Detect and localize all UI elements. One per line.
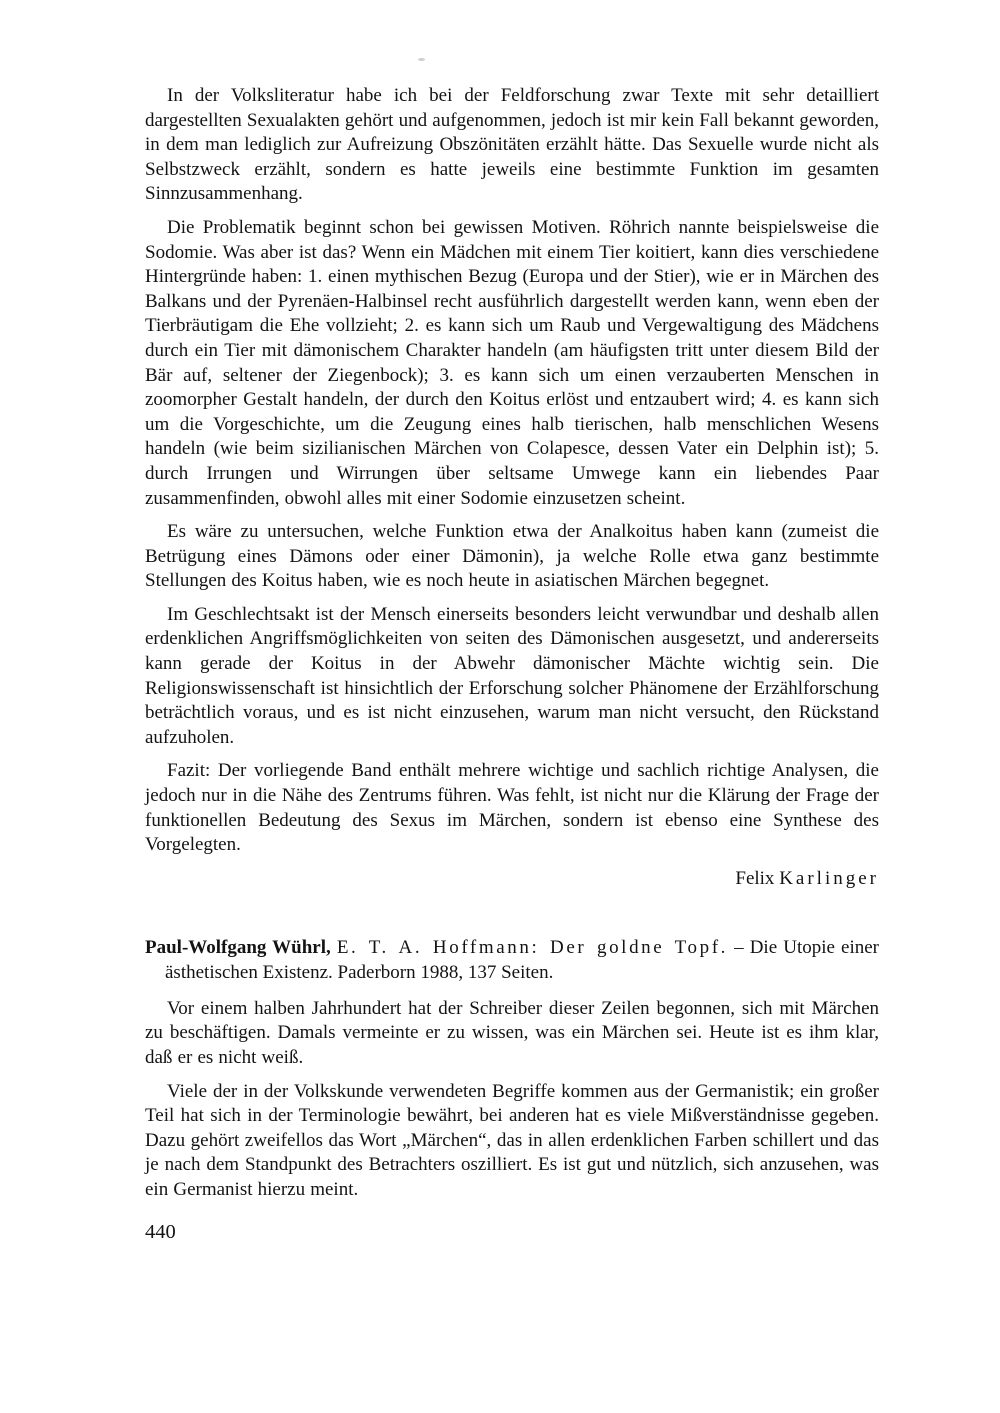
paragraph: Die Problematik beginnt schon bei gewissen Motiven. Röhrich nannte beispielsweise die Sodomie. Was aber ist das? Wenn ein Mädchen mit einem Tier koitiert, kann dies verschiedene Hintergründe haben: 1. einen mythischen Bezug (Europa und der Stier), wie er in Märchen des Balkans und der Pyrenäen-Halbinsel recht ausführlich dargestellt werden kann, wenn eben der Tierbräutigam die Ehe vollzieht; 2. es kann sich um Raub und Vergewaltigung des Mädchens durch ein Tier mit dämonischem Charakter handeln (am häufigsten tritt unter diesem Bild der Bär auf, seltener der Ziegenbock); 3. es kann sich um einen verzauberten Menschen in zoomorpher Gestalt handeln, der durch den Koitus erlöst und entzaubert wird; 4. es kann sich um die Vorgeschichte, um die Zeugung eines halb tierischen, halb menschlichen Wesens handeln (wie beim sizilianischen Märchen von Colapesce, dessen Vater ein Delphin ist); 5. durch Irrungen und Wirrungen über seltsame Umwege kann ein liebendes Paar zusammenfinden, obwohl alles mit einer Sodomie einzusetzen scheint. [145,216,879,509]
review-section-wuehrl [145,935,879,1203]
review-section-karlinger [145,84,879,891]
reviewer-last-name: Karlinger [779,867,879,889]
paragraph: Es wäre zu untersuchen, welche Funktion etwa der Analkoitus haben kann (zumeist die Betrügung eines Dämons oder einer Dämonin), ja welche Rolle etwa ganz bestimmte Stellungen des Koitus haben, wie es noch heute in asiatischen Märchen begegnet. [145,521,879,592]
reviewer-first-name: Felix [735,867,775,889]
reviewer-signature [145,867,879,891]
dash-separator: – [734,936,744,958]
review-author-name: Paul-Wolfgang Wührl, [145,936,331,958]
review-book-subtitle: Die Utopie einer ästhetischen Existenz. Paderborn 1988, 137 Seiten. [165,936,880,984]
review-heading [145,935,879,986]
paragraph: Fazit: Der vorliegende Band enthält mehrere wichtige und sachlich richtige Analysen, die jedoch nur in die Nähe des Zentrums führen. Was fehlt, ist nicht nur die Klärung der Frage der funktionellen Bedeutung des Sexus im Märchen, sondern ist ebenso eine Synthese des Vorgelegten. [145,760,879,856]
paragraph: In der Volksliteratur habe ich bei der Feldforschung zwar Texte mit sehr detailliert dargestellten Sexualakten gehört und aufgenommen, jedoch ist mir kein Fall bekannt geworden, in dem man lediglich zur Aufreizung Obszönitäten erzählt hätte. Das Sexuelle wurde nicht als Selbstzweck erzählt, sondern es hatte jeweils eine bestimmte Funktion im gesamten Sinnzusammenhang. [145,85,879,205]
review-book-title: E. T. A. Hoffmann: Der goldne Topf. [336,936,729,958]
paragraph: Im Geschlechtsakt ist der Mensch einerseits besonders leicht verwundbar und deshalb allen erdenklichen Angriffsmöglichkeiten von seiten des Dämonischen ausgesetzt, und andererseits kann gerade der Koitus in der Abwehr dämonischer Mächte wichtig sein. Die Religionswissenschaft ist hinsichtlich der Erforschung solcher Phänomene der Erzählforschung beträchtlich voraus, und es ist nicht einzusehen, warum man nicht versucht, den Rückstand aufzuholen. [145,603,879,748]
page-number: 440 [145,1221,176,1243]
paragraph: Viele der in der Volkskunde verwendeten Begriffe kommen aus der Germanistik; ein großer Teil hat sich in der Terminologie bewährt, bei anderen hat es viele Mißverständnisse gegeben. Dazu gehört zweifellos das Wort „Märchen“, das in allen erdenklichen Farben schillert und das je nach dem Standpunkt des Betrachters oszilliert. Es ist gut und nützlich, sich anzusehen, was ein Germanist hierzu meint. [145,1080,879,1200]
scan-speck-artifact [418,58,425,61]
paragraph: Vor einem halben Jahrhundert hat der Schreiber dieser Zeilen begonnen, sich mit Märchen zu beschäftigen. Damals vermeinte er zu wissen, was ein Märchen sei. Heute ist es ihm klar, daß er es nicht weiß. [145,997,879,1068]
page-text-block [145,84,879,1212]
